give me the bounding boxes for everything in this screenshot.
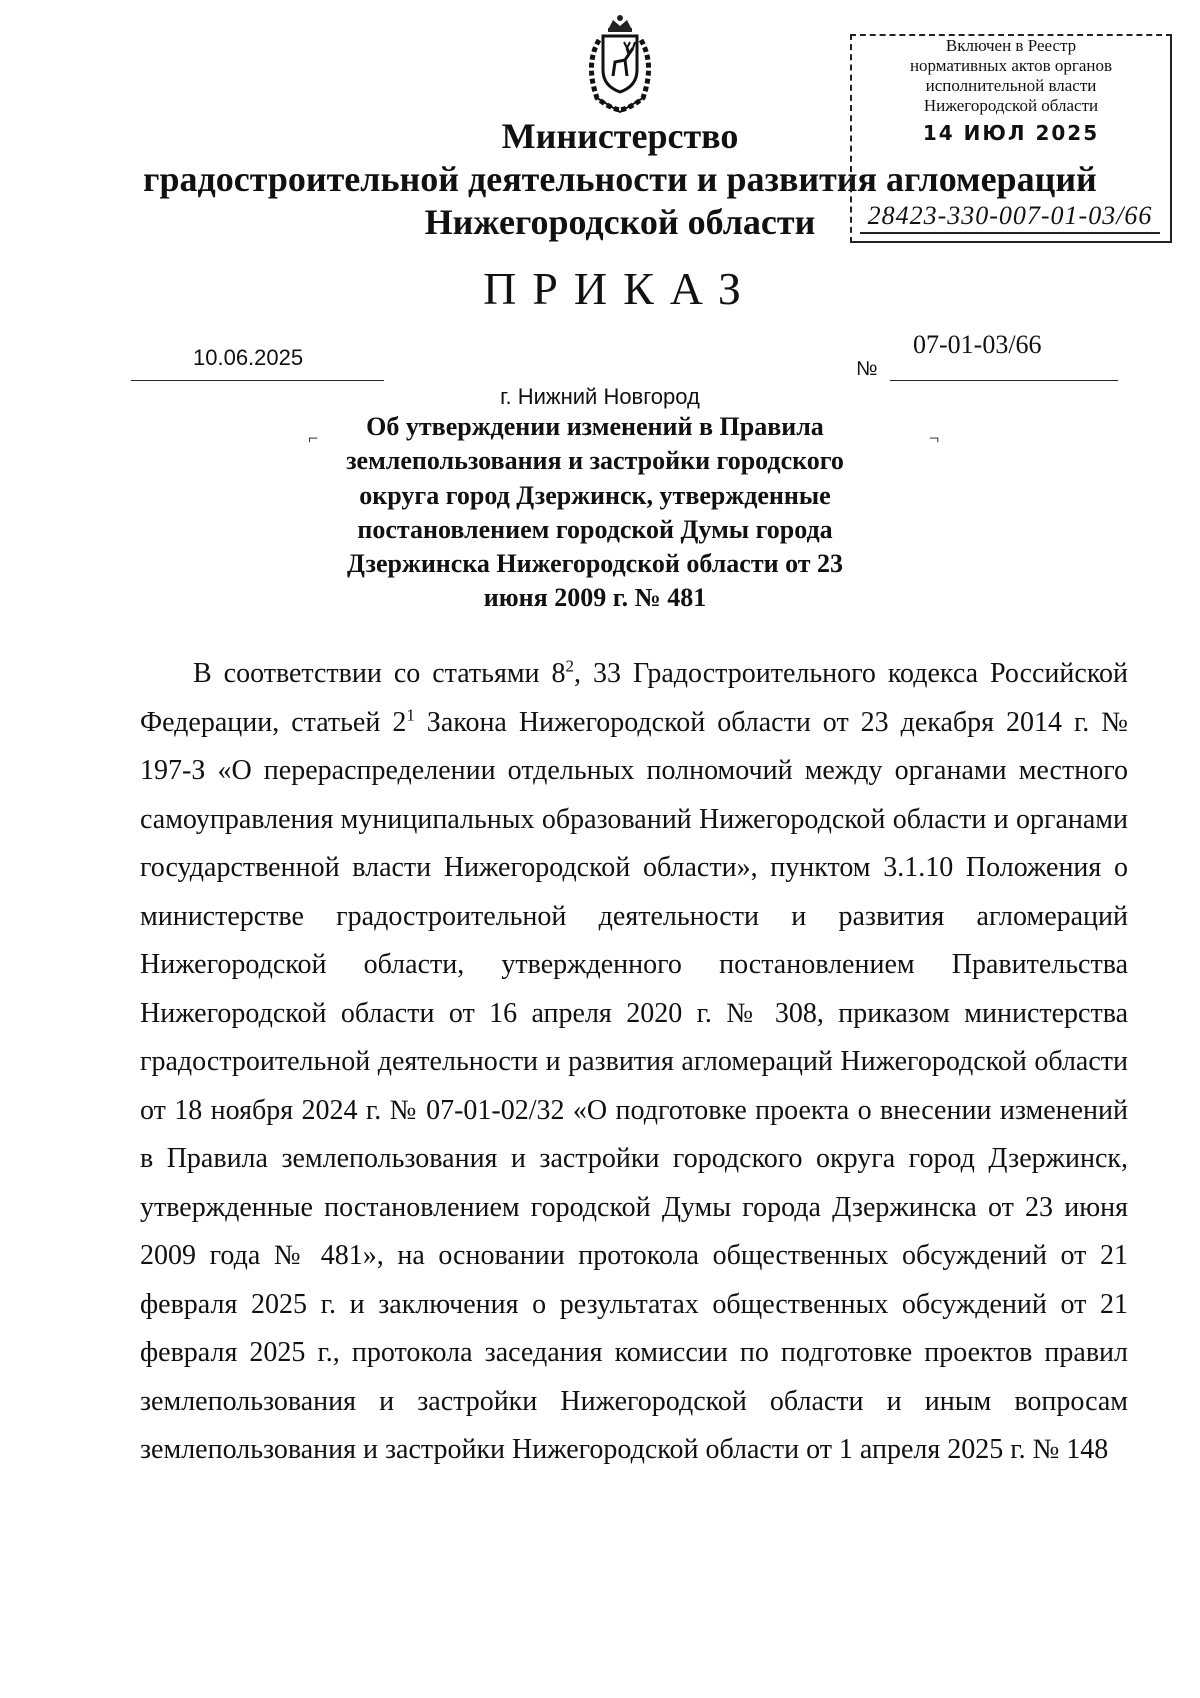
- order-date: 10.06.2025: [193, 345, 304, 370]
- order-number: 07-01-03/66: [913, 330, 1042, 359]
- subject-corner-right-icon: ¬: [929, 428, 940, 448]
- order-number-label: №: [856, 358, 878, 380]
- date-underline: [131, 380, 384, 381]
- ministry-title-line1: Министерство: [501, 116, 739, 156]
- order-title: ПРИКАЗ: [483, 263, 757, 314]
- ministry-title-line2: градостроительной деятельности и развития агломераций: [143, 159, 1097, 200]
- registry-stamp: [850, 34, 1172, 243]
- subject-line4: постановлением городской Думы города: [357, 514, 833, 544]
- body-text-part1: В соответствии со статьями 8: [193, 658, 566, 689]
- stamp-line1: Включен в Реестр: [945, 36, 1077, 55]
- stamp-date: 14 ИЮЛ 2025: [922, 121, 1100, 146]
- subject-corner-left-icon: ⌐: [308, 428, 319, 448]
- body-paragraph: [140, 650, 1128, 1475]
- subject-line2: землепользования и застройки городского: [346, 446, 844, 476]
- body-superscript-1: 2: [565, 656, 574, 676]
- body-text-part2: , 33 Градостроительного кодекса Российской Федерации, статьей 2: [140, 658, 1128, 738]
- stamp-registration-number: 28423-330-007-01-03/66: [860, 201, 1160, 234]
- stamp-line4: Нижегородской области: [923, 96, 1099, 116]
- subject-line3: округа город Дзержинск, утвержденные: [359, 480, 831, 510]
- ministry-title-line3: Нижегородской области: [424, 202, 816, 243]
- subject-line5: Дзержинска Нижегородской области от 23: [346, 549, 844, 579]
- subject-line6: июня 2009 г. № 481: [483, 583, 707, 613]
- stamp-line3: исполнительной власти: [925, 76, 1097, 96]
- number-underline: [890, 380, 1118, 381]
- coat-of-arms-emblem: [575, 14, 665, 114]
- body-superscript-2: 1: [406, 705, 415, 725]
- city-name: г. Нижний Новгород: [500, 384, 700, 409]
- body-text-part3: Закона Нижегородской области от 23 декабря 2014 г. № 197-З «О перераспределении отдельных полномочий между органами местного самоуправления муниципальных образований Нижегородской области и органами государственной власти Нижегородской области», пунктом 3.1.10 Положения о министерстве градостроительной деятельности и развития агломераций Нижегородской области, утвержденного постановлением Правительства Нижегородской области от 16 апреля 2020 г. № 308, приказом министерства градостроительной деятельности и развития агломераций Нижегородской области от 18 ноября 2024 г. № 07-01-02/32 «О подготовке проекта о внесении изменений в Правила землепользования и застройки городского округа город Дзержинск, утвержденные постановлением городской Думы города Дзержинска от 23 июня 2009 года № 481», на основании протокола общественных обсуждений от 21 февраля 2025 г. и заключения о результатах общественных обсуждений от 21 февраля 2025 г., протокола заседания комиссии по подготовке проектов правил землепользования и застройки Нижегородской области и иным вопросам землепользования и застройки Нижегородской области от 1 апреля 2025 г. № 148: [140, 706, 1129, 1465]
- subject-line1: Об утверждении изменений в Правила: [366, 412, 824, 441]
- order-subject: [300, 410, 890, 616]
- stamp-line2: нормативных актов органов: [909, 56, 1113, 76]
